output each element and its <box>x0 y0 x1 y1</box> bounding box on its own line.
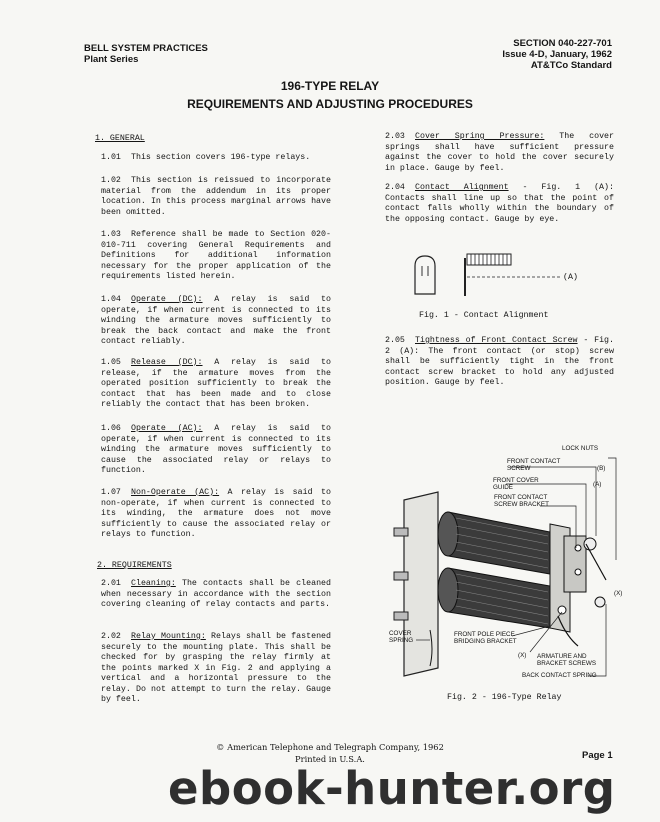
terminal <box>394 528 408 536</box>
doc-subtitle: REQUIREMENTS AND ADJUSTING PROCEDURES <box>187 97 473 111</box>
printed-in: Printed in U.S.A. <box>295 754 365 764</box>
para-number: 1.02 <box>101 176 121 185</box>
contact-screw <box>586 544 606 580</box>
label-cover-spring: COVER SPRING <box>389 630 414 645</box>
para-number: 1.01 <box>101 153 121 162</box>
label-front-contact-bracket: FRONT CONTACT SCREW BRACKET <box>494 494 549 509</box>
section-number: SECTION 040-227-701 <box>513 38 612 49</box>
doc-title: 196-TYPE RELAY <box>280 79 380 93</box>
fig2-caption: Fig. 2 - 196-Type Relay <box>447 693 562 702</box>
para-text: This section covers 196-type relays. <box>131 153 311 162</box>
para-term: Operate (AC): <box>131 424 203 433</box>
para-number: 2.05 <box>385 336 405 345</box>
para-number: 1.06 <box>101 424 121 433</box>
para-1-06 <box>101 424 331 477</box>
label-back-contact-spring: BACK CONTACT SPRING <box>522 672 597 679</box>
watermark: ebook-hunter.org <box>168 762 616 815</box>
label-front-contact-screw: FRONT CONTACT SCREW <box>507 458 561 473</box>
copyright: © American Telephone and Telegraph Company, 1962 <box>216 742 444 752</box>
para-1-05 <box>101 358 331 411</box>
para-number: 1.03 <box>101 230 121 239</box>
para-text: Relays shall be fastened securely to the mounting plate. This shall be checked for by grasping the relay firmly at the points marked X in Fig. 2 and applying a vertical and a horizontal pressure to the relay. Do not attempt to turn the relay. Gauge by feel. <box>101 632 332 704</box>
para-text: The cover springs shall have sufficient pressure against the cover to hold the cover securely in place. Gauge by feel. <box>385 132 615 173</box>
para-text: - Fig. 2 (A): The front contact (or stop) screw shall be sufficiently tight in the front contact screw bracket to hold any adjusted position. Gauge by feel. <box>385 336 615 387</box>
mounting-plate <box>404 492 438 676</box>
para-1-02 <box>101 176 331 218</box>
terminal <box>394 572 408 580</box>
para-text: A relay is said to non-operate, if when current is connected to its winding, the armature does not move sufficiently to cause the associated relay or relays to function. <box>101 488 331 539</box>
para-text: - Fig. 1 (A): Contacts shall line up so that the point of contact falls wholly within the boundary of the opposing contact. Gauge by eye. <box>385 183 614 224</box>
fig1-caption: Fig. 1 - Contact Alignment <box>419 311 549 320</box>
issue-date: Issue 4-D, January, 1962 <box>502 49 612 60</box>
para-text: The contacts shall be cleaned when necessary in accordance with the section covering cleaning of relay contacts and parts. <box>101 579 332 609</box>
para-2-02 <box>101 632 331 706</box>
para-text: A relay is said to operate, if when current is connected to its winding the armature moves sufficiently to break the back contact and make the front contact reliably. <box>101 295 332 346</box>
screw <box>575 569 581 575</box>
contact-coil <box>467 254 511 265</box>
lower-coil-end <box>438 568 458 612</box>
contact-spring-outline <box>415 256 435 294</box>
para-number: 2.04 <box>385 183 405 192</box>
para-term: Relay Mounting: <box>131 632 206 641</box>
label-x-right: (X) <box>614 590 623 597</box>
para-1-03 <box>101 230 331 283</box>
header-right <box>502 38 612 71</box>
para-number: 1.05 <box>101 358 121 367</box>
screw <box>595 597 605 607</box>
para-text: Reference shall be made to Section 020-010-711 covering General Requirements and Definitions for additional information necessary for the proper application of the requirements listed herein. <box>101 230 331 281</box>
standard-label: AT&TCo Standard <box>530 60 612 71</box>
fig1-label-a: (A) <box>563 273 578 282</box>
para-1-04 <box>101 295 331 348</box>
upper-coil <box>448 512 550 574</box>
page-number: Page 1 <box>582 750 613 761</box>
terminal <box>394 612 408 620</box>
para-2-03 <box>385 132 614 174</box>
para-number: 2.02 <box>101 632 121 641</box>
para-2-05 <box>385 336 614 389</box>
upper-coil-end <box>438 512 458 556</box>
para-1-07 <box>101 488 331 541</box>
para-term: Cover Spring Pressure: <box>415 132 545 141</box>
para-term: Non-Operate (AC): <box>131 488 220 497</box>
label-lock-nuts: LOCK NUTS <box>562 445 599 452</box>
armature <box>564 536 586 592</box>
para-text: A relay is said to operate, if when current is connected to its winding the armature moves sufficiently to cause the associated relay or relays to function. <box>101 424 332 475</box>
para-2-04 <box>385 183 614 225</box>
label-a: (A) <box>593 481 602 488</box>
para-number: 2.03 <box>385 132 405 141</box>
para-text: This section is reissued to incorporate material from the addendum in its proper location. In this process marginal arrows have been omitted. <box>101 176 331 217</box>
label-armature: ARMATURE AND BRACKET SCREWS <box>537 653 597 668</box>
general-heading: 1. GENERAL <box>95 134 145 143</box>
leader-line <box>608 458 616 560</box>
label-front-cover-guide: FRONT COVER GUIDE <box>493 477 539 492</box>
header-left <box>84 43 208 65</box>
label-pole-piece: FRONT POLE PIECE BRIDGING BRACKET <box>454 631 517 646</box>
para-text: A relay is said to release, if the armature moves from the operated position sufficiently to break the contact that has been made and to close reliably the contact that has been broken. <box>101 358 332 409</box>
para-number: 1.07 <box>101 488 121 497</box>
requirements-heading: 2. REQUIREMENTS <box>97 561 172 570</box>
para-term: Release (DC): <box>131 358 203 367</box>
plant-series: Plant Series <box>84 54 139 65</box>
para-number: 1.04 <box>101 295 121 304</box>
para-term: Operate (DC): <box>131 295 203 304</box>
practices-title: BELL SYSTEM PRACTICES <box>84 43 208 54</box>
para-2-01 <box>101 579 331 611</box>
para-term: Contact Alignment <box>415 183 509 192</box>
para-term: Cleaning: <box>131 579 176 588</box>
para-1-01 <box>101 153 331 164</box>
label-x-bottom: (X) <box>518 652 527 659</box>
screw <box>558 606 566 614</box>
lower-coil <box>448 568 550 628</box>
para-term: Tightness of Front Contact Screw <box>415 336 578 345</box>
label-b: (B) <box>597 465 606 472</box>
para-number: 2.01 <box>101 579 121 588</box>
